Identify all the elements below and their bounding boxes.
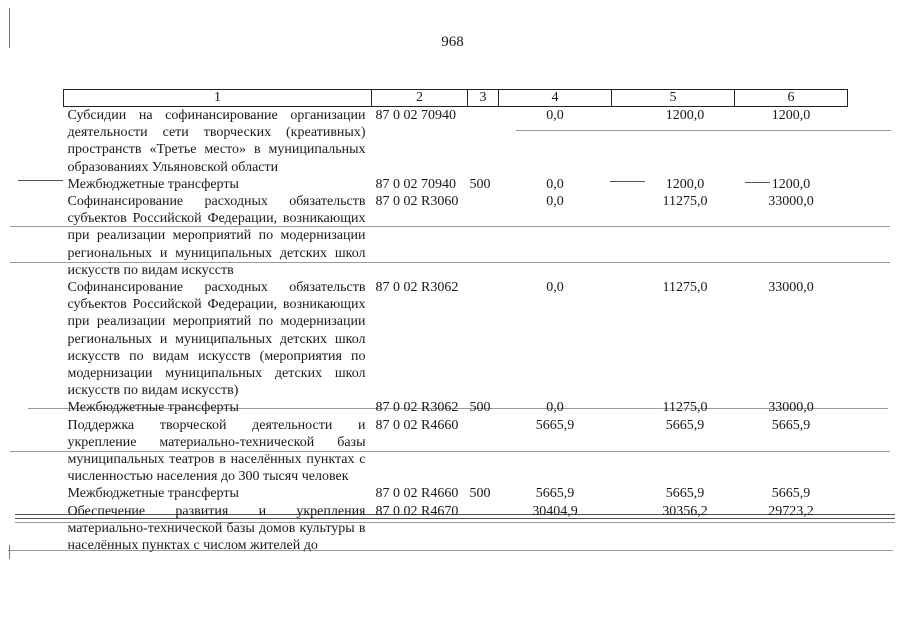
page-number: 968 — [441, 34, 464, 50]
row-value-4: 5665,9 — [535, 486, 575, 502]
row-name: Межбюджетные трансферты — [67, 176, 239, 192]
row-code: 87 0 02 R3062 — [375, 280, 459, 296]
row-value-5: 5665,9 — [665, 486, 705, 502]
col-header-3: 3 — [468, 90, 499, 107]
row-code: 87 0 02 R4660 — [375, 417, 459, 433]
row-value-6: 29723,2 — [768, 503, 814, 519]
scan-margin-mark — [9, 545, 10, 559]
row-code: 87 0 02 70940 — [375, 176, 456, 192]
table-row — [64, 107, 848, 176]
table-row — [64, 193, 848, 279]
col-header-5: 5 — [612, 90, 735, 107]
row-value-4: 5665,9 — [535, 417, 575, 433]
col-header-4: 4 — [499, 90, 612, 107]
row-value-6: 5665,9 — [771, 417, 811, 433]
row-value-5: 11275,0 — [662, 400, 708, 416]
row-code: 87 0 02 R3060 — [375, 194, 459, 210]
row-value-5: 1200,0 — [665, 108, 705, 123]
row-value-5: 11275,0 — [662, 280, 708, 296]
row-name: Софинансирование расходных обязательств субъектов Российской Федерации, возникающих при реализации мероприятий по модернизации региональных и муниципальных детских школ искусств по видам искусств — [67, 194, 366, 278]
row-name: Обеспечение развития и укрепления материально-технической базы домов культуры в населённых пунктах с числом жителей до — [67, 503, 366, 554]
row-value-6: 33000,0 — [768, 194, 814, 210]
row-value-4: 0,0 — [546, 400, 564, 416]
row-vr: 500 — [469, 176, 491, 192]
row-value-4: 0,0 — [546, 108, 564, 123]
col-header-1: 1 — [64, 90, 372, 107]
table-row — [64, 503, 848, 555]
row-value-5: 1200,0 — [665, 176, 705, 192]
row-vr — [468, 279, 499, 399]
row-value-5: 30356,2 — [662, 503, 708, 519]
row-vr — [468, 503, 499, 555]
table-row — [64, 417, 848, 486]
col-header-2: 2 — [372, 90, 468, 107]
row-vr — [468, 107, 499, 176]
row-code: 87 0 02 R4660 — [375, 486, 459, 502]
scan-margin-mark — [9, 8, 10, 48]
table-row — [64, 399, 848, 416]
row-code: 87 0 02 70940 — [375, 108, 456, 123]
table-row — [64, 485, 848, 502]
row-code: 87 0 02 R3062 — [375, 400, 459, 416]
row-name: Софинансирование расходных обязательств субъектов Российской Федерации, возникающих при реализации мероприятий по модернизации региональных и муниципальных детских школ искусств по видам искусств (мероприятия по модернизации муниципальных детских школ искусств по видам искусств) — [67, 280, 366, 399]
row-name: Субсидии на софинансирование организации деятельности сети творческих (креативных) пространств «Третье место» в муниципальных образованиях Ульяновской области — [67, 108, 366, 175]
row-value-6: 33000,0 — [768, 280, 814, 296]
row-name: Межбюджетные трансферты — [67, 400, 239, 416]
row-value-6: 1200,0 — [771, 108, 811, 123]
row-value-4: 0,0 — [546, 176, 564, 192]
row-vr: 500 — [469, 486, 491, 502]
row-value-6: 5665,9 — [771, 486, 811, 502]
row-value-4: 0,0 — [546, 194, 564, 210]
scan-line — [18, 180, 63, 181]
row-value-4: 30404,9 — [532, 503, 578, 519]
row-vr: 500 — [469, 400, 491, 416]
row-name: Межбюджетные трансферты — [67, 486, 239, 502]
row-name: Поддержка творческой деятельности и укрепление материально-технической базы муниципальных театров в населённых пунктах с численностью населения до 300 тысяч человек — [67, 417, 366, 485]
row-value-6: 1200,0 — [771, 176, 811, 192]
row-value-5: 11275,0 — [662, 194, 708, 210]
row-vr — [468, 193, 499, 279]
row-value-6: 33000,0 — [768, 400, 814, 416]
row-value-5: 5665,9 — [665, 417, 705, 433]
budget-table — [63, 89, 848, 554]
table-row — [64, 176, 848, 193]
row-vr — [468, 417, 499, 486]
row-value-4: 0,0 — [546, 280, 564, 296]
col-header-6: 6 — [735, 90, 848, 107]
header-row — [64, 90, 848, 107]
table-row — [64, 279, 848, 399]
row-code: 87 0 02 R4670 — [375, 503, 459, 519]
